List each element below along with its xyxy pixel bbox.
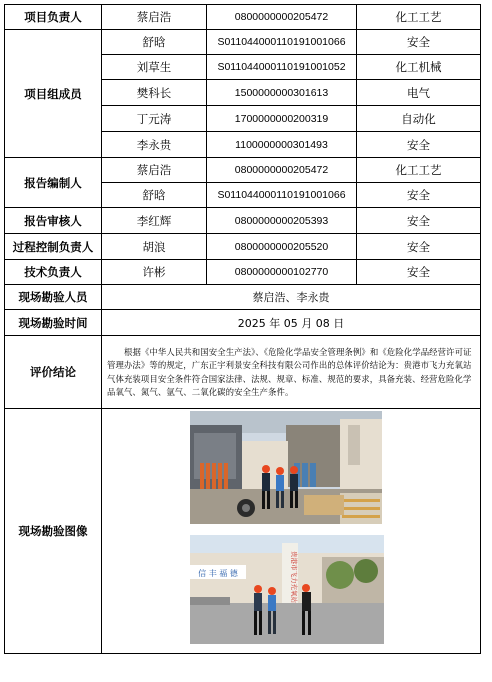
project-member-cert: 1700000000200319 <box>207 106 357 132</box>
project-member-name: 刘草生 <box>102 55 207 80</box>
technical-leader-major: 安全 <box>357 260 481 285</box>
technical-leader-name: 许彬 <box>102 260 207 285</box>
project-member-major: 安全 <box>357 132 481 158</box>
project-member-name: 樊科长 <box>102 80 207 106</box>
process-controller-row <box>5 234 481 260</box>
conclusion-label: 评价结论 <box>5 336 102 409</box>
project-member-major: 电气 <box>357 80 481 106</box>
report-reviewer-row <box>5 208 481 234</box>
project-member-major: 安全 <box>357 30 481 55</box>
report-reviewer-label: 报告审核人 <box>5 208 102 234</box>
process-controller-cert: 0800000000205520 <box>207 234 357 260</box>
site-inspection-time-row <box>5 310 481 336</box>
site-photo-yard <box>190 411 382 524</box>
project-members-label: 项目组成员 <box>5 30 102 158</box>
project-member-row <box>5 30 481 55</box>
project-member-cert: S011044000110191001066 <box>207 30 357 55</box>
site-photos-row <box>5 409 481 654</box>
site-inspection-time-label: 现场勘验时间 <box>5 310 102 336</box>
project-member-major: 自动化 <box>357 106 481 132</box>
site-inspectors-row <box>5 285 481 310</box>
site-photos-cell <box>102 409 481 654</box>
project-member-cert: S011044000110191001052 <box>207 55 357 80</box>
project-member-cert: 1500000000301613 <box>207 80 357 106</box>
inspection-info-sheet <box>4 4 480 654</box>
project-member-name: 舒晗 <box>102 30 207 55</box>
process-controller-label: 过程控制负责人 <box>5 234 102 260</box>
technical-leader-label: 技术负责人 <box>5 260 102 285</box>
project-member-name: 丁元涛 <box>102 106 207 132</box>
entrance-sign-text: 信 丰 福 德 <box>198 569 238 578</box>
project-leader-name: 蔡启浩 <box>102 5 207 30</box>
report-writer-major: 化工工艺 <box>357 158 481 183</box>
project-leader-row <box>5 5 481 30</box>
report-writer-cert: 0800000000205472 <box>207 158 357 183</box>
project-member-cert: 1100000000301493 <box>207 132 357 158</box>
personnel-table <box>4 4 481 654</box>
site-photo-entrance <box>190 535 384 644</box>
report-writer-cert: S011044000110191001066 <box>207 183 357 208</box>
report-writer-label: 报告编制人 <box>5 158 102 208</box>
station-tower-sign-text: 贵港市飞力充氧站 <box>290 551 298 603</box>
technical-leader-row <box>5 260 481 285</box>
conclusion-row <box>5 336 481 409</box>
process-controller-major: 安全 <box>357 234 481 260</box>
project-member-major: 化工机械 <box>357 55 481 80</box>
report-writer-name: 舒晗 <box>102 183 207 208</box>
site-inspectors-value: 蔡启浩、李永贵 <box>102 285 481 310</box>
site-inspectors-label: 现场勘验人员 <box>5 285 102 310</box>
site-photos-container <box>102 409 481 653</box>
report-writer-name: 蔡启浩 <box>102 158 207 183</box>
report-reviewer-cert: 0800000000205393 <box>207 208 357 234</box>
report-reviewer-major: 安全 <box>357 208 481 234</box>
project-leader-label: 项目负责人 <box>5 5 102 30</box>
conclusion-paragraph: 根据《中华人民共和国安全生产法》、《危险化学品安全管理条例》和《危险化学品经营许可证管理办法》等的规定，广东正宇利景安全科技有限公司作出的总体评价结论为：贵港市飞力充氧站气体充装项目安全条件符合国家法律、法规、规章、标准、规范的要求，具备充装、经营危险化学品氧气、氮气、氩气、二氧化碳的安全生产条件。 <box>107 347 472 397</box>
project-member-name: 李永贵 <box>102 132 207 158</box>
report-reviewer-name: 李红辉 <box>102 208 207 234</box>
process-controller-name: 胡浪 <box>102 234 207 260</box>
technical-leader-cert: 0800000000102770 <box>207 260 357 285</box>
report-writer-row <box>5 158 481 183</box>
report-writer-major: 安全 <box>357 183 481 208</box>
project-leader-major: 化工工艺 <box>357 5 481 30</box>
site-photos-label: 现场勘验图像 <box>5 409 102 654</box>
site-inspection-time-value: 2025 年 05 月 08 日 <box>102 310 481 336</box>
conclusion-text <box>102 336 481 409</box>
project-leader-cert: 0800000000205472 <box>207 5 357 30</box>
